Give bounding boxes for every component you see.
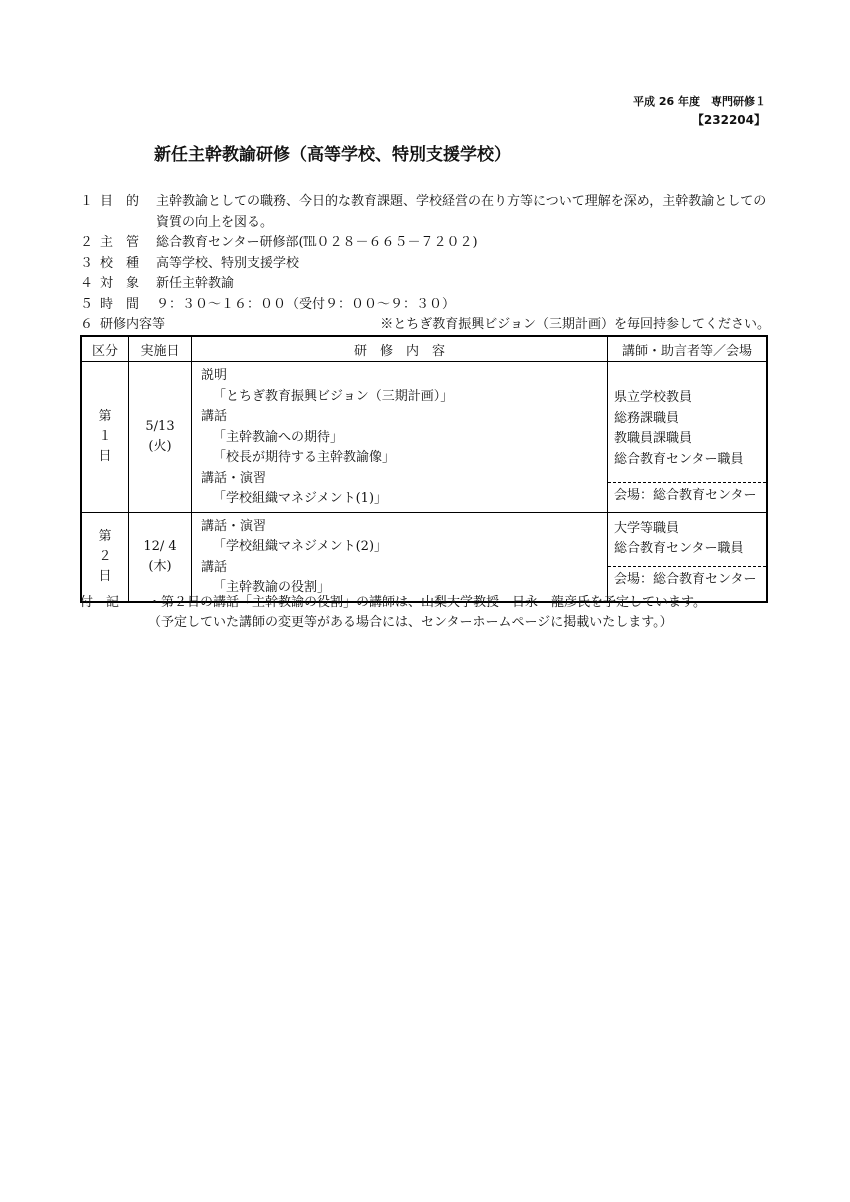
content-topic: 「校長が期待する主幹教諭像」: [213, 450, 396, 465]
weekday-value: (木): [148, 558, 172, 574]
staff-entry: 総合教育センター職員: [614, 451, 744, 467]
content-topic: 「学校組織マネジメント(1)」: [213, 491, 388, 506]
session-staff: [608, 512, 768, 602]
item-organizer: [80, 233, 770, 254]
item-number: ３: [80, 255, 94, 271]
content-topic: 「主幹教諭への期待」: [213, 429, 344, 445]
item-label: 時 間: [100, 296, 140, 312]
item-label: 目 的: [100, 194, 140, 209]
item-number: ５: [80, 296, 94, 312]
annex-line-1: ・第２日の講話「主幹教諭の役割」の講師は、山梨大学教授 日永 龍彦氏を予定しています。: [148, 595, 706, 610]
item-label: 研修内容等: [100, 317, 166, 332]
content-heading: 講話・演習: [201, 518, 267, 534]
fiscal-year-label: 平成 26 年度 専門研修１: [633, 95, 766, 108]
day-char: １: [98, 428, 112, 444]
day-char: 第: [98, 528, 112, 544]
staff-entry: 大学等職員: [614, 520, 680, 536]
day-label: [81, 512, 129, 602]
day-char: ２: [98, 548, 112, 564]
session-content: [192, 512, 608, 602]
table-header-row: [81, 336, 767, 362]
content-topic: 「とちぎ教育振興ビジョン（三期計画）」: [213, 388, 454, 404]
date-value: 5/13: [145, 418, 175, 434]
program-table: [80, 335, 768, 603]
annex-label: 付 記: [80, 595, 120, 610]
table-row: [81, 362, 767, 513]
session-date: [129, 362, 192, 513]
content-topic: 「学校組織マネジメント(2)」: [213, 539, 388, 554]
annex-spacer: [80, 613, 148, 633]
venue-label: 会場：総合教育センター: [608, 566, 766, 593]
item-school-type: [80, 254, 770, 275]
header-kubun: 区分: [81, 336, 129, 362]
day-char: 日: [98, 448, 112, 464]
item-label: 校 種: [100, 255, 140, 271]
session-date: [129, 512, 192, 602]
overview-list: [80, 192, 770, 336]
date-value: 12/ 4: [143, 538, 177, 554]
header-staff: 講師・助言者等／会場: [608, 336, 768, 362]
annex-row: [80, 593, 706, 613]
item-number: ４: [80, 276, 94, 291]
course-code: 【232204】: [691, 113, 766, 127]
item-content: [80, 315, 770, 336]
staff-list: [608, 362, 766, 476]
header-date: 実施日: [129, 336, 192, 362]
item-text: 総合教育センター研修部(℡０２８－６６５－７２０２): [156, 235, 478, 250]
day-label: [81, 362, 129, 513]
venue-label: 会場：総合教育センター: [608, 482, 766, 509]
item-text: 高等学校、特別支援学校: [156, 255, 300, 271]
item-purpose: [80, 192, 770, 233]
staff-entry: 総合教育センター職員: [614, 541, 744, 556]
day-char: 第: [98, 408, 112, 424]
document-title: 新任主幹教諭研修（高等学校、特別支援学校）: [154, 145, 511, 165]
item-number: ２: [80, 235, 94, 250]
content-heading: 講話・演習: [201, 470, 267, 486]
bring-vision-note: ※とちぎ教育振興ビジョン（三期計画）を毎回持参してください。: [380, 317, 770, 332]
staff-list: [608, 513, 766, 566]
item-time: [80, 295, 770, 316]
content-heading: 説明: [201, 368, 228, 383]
annex-row: [80, 613, 706, 633]
day-char: 日: [98, 568, 112, 584]
content-topic: 「主幹教諭の役割」: [213, 580, 331, 595]
item-label: 対 象: [100, 276, 140, 291]
document-reference: [633, 93, 766, 129]
annex-note: [80, 593, 706, 633]
staff-entry: 県立学校教員: [614, 390, 693, 405]
item-text: 主幹教諭としての職務、今日的な教育課題、学校経営の在り方等について理解を深め，主幹教諭としての資質の向上を図る。: [156, 194, 767, 230]
table-row: [81, 512, 767, 602]
item-number: ６: [80, 317, 94, 332]
item-label: 主 管: [100, 235, 140, 250]
item-number: １: [80, 194, 94, 209]
content-heading: 講話: [201, 559, 228, 575]
session-content: [192, 362, 608, 513]
content-heading: 講話: [201, 409, 228, 424]
header-content: 研 修 内 容: [192, 336, 608, 362]
item-target: [80, 274, 770, 295]
weekday-value: (火): [148, 438, 172, 454]
staff-entry: 総務課職員: [614, 410, 680, 426]
staff-entry: 教職員課職員: [614, 431, 693, 446]
item-text: 新任主幹教諭: [156, 276, 235, 291]
session-staff: [608, 362, 768, 513]
item-text: ９：３０～１６：００（受付９：００～９：３０）: [156, 296, 456, 312]
annex-line-2: （予定していた講師の変更等がある場合には、センターホームページに掲載いたします。）: [148, 615, 673, 630]
